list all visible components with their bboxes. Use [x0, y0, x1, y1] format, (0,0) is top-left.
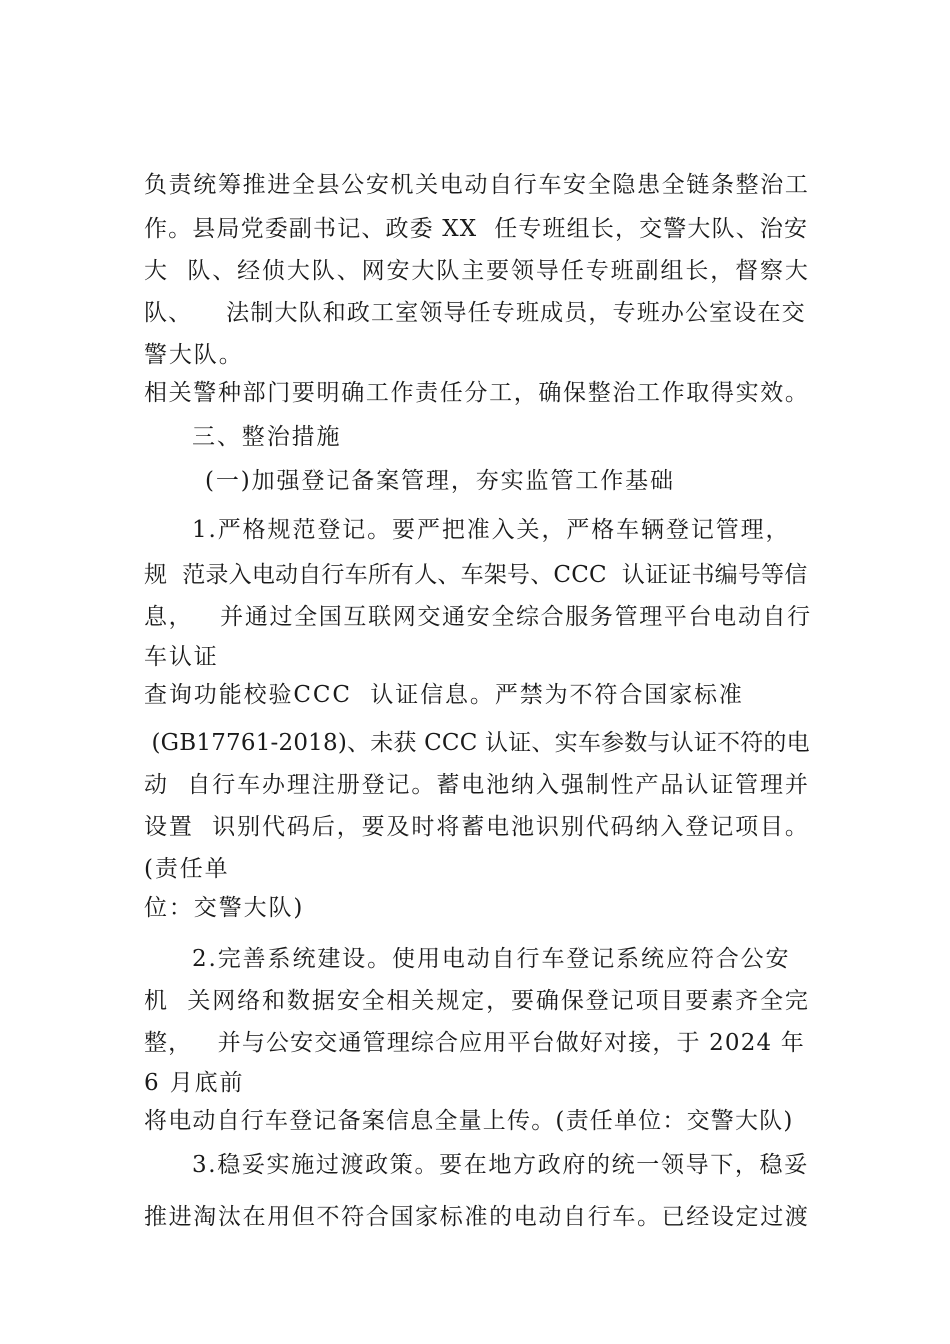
text-line: 推进淘汰在用但不符合国家标准的电动自行车。已经设定过渡: [144, 1204, 810, 1230]
text-line: 大 队、经侦大队、网安大队主要领导任专班副组长，督察大: [144, 258, 810, 284]
text-line: 位：交警大队): [144, 895, 305, 921]
subsection-heading: (一)加强登记备案管理，夯实监管工作基础: [205, 468, 675, 494]
text-line: (责任单: [144, 856, 230, 882]
text-line: 设置 识别代码后，要及时将蓄电池识别代码纳入登记项目。: [144, 814, 810, 840]
text-line: 将电动自行车登记备案信息全量上传。(责任单位：交警大队): [144, 1108, 794, 1134]
text-line: 息， 并通过全国互联网交通安全综合服务管理平台电动自行: [144, 604, 812, 630]
text-line: 相关警种部门要明确工作责任分工，确保整治工作取得实效。: [144, 380, 810, 406]
section-heading: 三、整治措施: [192, 424, 342, 450]
text-line: 整， 并与公安交通管理综合应用平台做好对接，于 2024 年: [144, 1030, 805, 1056]
text-line: 队、 法制大队和政工室领导任专班成员，专班办公室设在交: [144, 300, 806, 326]
text-line: 1.严格规范登记。要严把准入关，严格车辆登记管理，: [192, 517, 791, 543]
text-line: 负责统筹推进全县公安机关电动自行车安全隐患全链条整治工: [144, 172, 810, 198]
text-line: 车认证: [144, 644, 219, 670]
text-line: 警大队。: [144, 342, 244, 368]
text-line: 3.稳妥实施过渡政策。要在地方政府的统一领导下，稳妥: [192, 1152, 809, 1178]
text-line: 作。县局党委副书记、政委 XX 任专班组长，交警大队、治安: [144, 216, 809, 242]
text-line: 规 范录入电动自行车所有人、车架号、CCC 认证证书编号等信: [144, 562, 808, 588]
text-line: 6 月底前: [144, 1070, 245, 1096]
text-line: (GB17761-2018)、未获 CCC 认证、实车参数与认证不符的电: [144, 730, 810, 756]
text-line: 2.完善系统建设。使用电动自行车登记系统应符合公安: [192, 946, 791, 972]
text-line: 查询功能校验CCC 认证信息。严禁为不符合国家标准: [144, 682, 744, 708]
text-line: 动 自行车办理注册登记。蓄电池纳入强制性产品认证管理并: [144, 772, 810, 798]
text-line: 机 关网络和数据安全相关规定，要确保登记项目要素齐全完: [144, 988, 810, 1014]
